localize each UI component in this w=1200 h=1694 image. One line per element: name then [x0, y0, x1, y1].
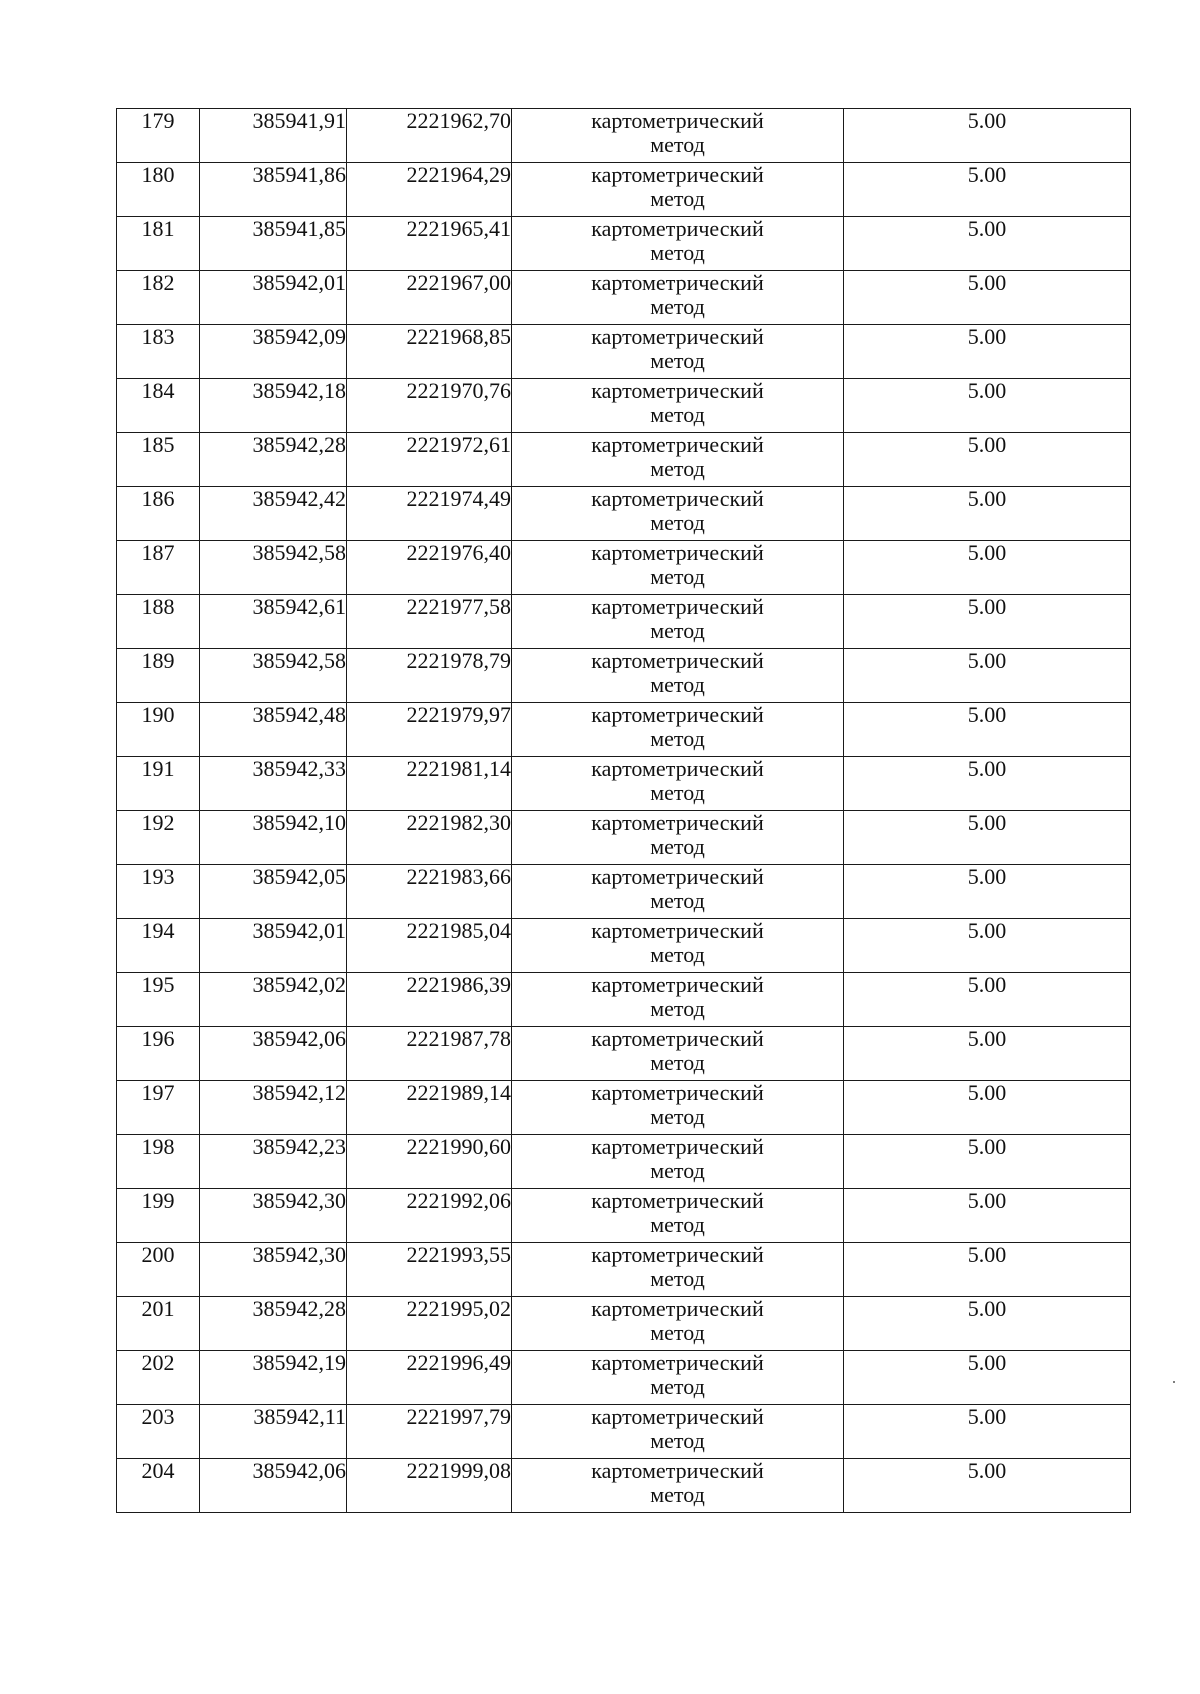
point-number-cell: 198	[117, 1135, 200, 1189]
method-cell	[512, 1351, 844, 1405]
y-coordinate-cell: 2221996,49	[347, 1351, 512, 1405]
table-row	[117, 811, 1131, 865]
method-cell	[512, 811, 844, 865]
table-row	[117, 1135, 1131, 1189]
x-coordinate-cell: 385942,12	[200, 1081, 347, 1135]
x-coordinate-cell: 385942,18	[200, 379, 347, 433]
point-number-cell: 200	[117, 1243, 200, 1297]
point-number-cell: 183	[117, 325, 200, 379]
method-line-2: метод	[650, 1158, 705, 1183]
x-coordinate-cell: 385942,01	[200, 271, 347, 325]
y-coordinate-cell: 2221977,58	[347, 595, 512, 649]
y-coordinate-cell: 2221974,49	[347, 487, 512, 541]
coordinates-table-body	[117, 109, 1131, 1513]
y-coordinate-cell: 2221999,08	[347, 1459, 512, 1513]
method-line-1: картометрический	[591, 162, 764, 187]
method-cell	[512, 1081, 844, 1135]
method-line-2: метод	[650, 294, 705, 319]
method-cell	[512, 649, 844, 703]
method-line-2: метод	[650, 942, 705, 967]
table-row	[117, 703, 1131, 757]
point-number-cell: 182	[117, 271, 200, 325]
x-coordinate-cell: 385942,23	[200, 1135, 347, 1189]
point-number-cell: 188	[117, 595, 200, 649]
accuracy-cell: 5.00	[844, 379, 1131, 433]
method-cell	[512, 217, 844, 271]
x-coordinate-cell: 385941,91	[200, 109, 347, 163]
point-number-cell: 195	[117, 973, 200, 1027]
x-coordinate-cell: 385941,85	[200, 217, 347, 271]
method-line-2: метод	[650, 456, 705, 481]
y-coordinate-cell: 2221985,04	[347, 919, 512, 973]
method-cell	[512, 541, 844, 595]
y-coordinate-cell: 2221987,78	[347, 1027, 512, 1081]
method-cell	[512, 1459, 844, 1513]
method-line-1: картометрический	[591, 972, 764, 997]
y-coordinate-cell: 2221995,02	[347, 1297, 512, 1351]
y-coordinate-cell: 2221989,14	[347, 1081, 512, 1135]
method-line-2: метод	[650, 672, 705, 697]
method-line-2: метод	[650, 1320, 705, 1345]
accuracy-cell: 5.00	[844, 541, 1131, 595]
method-line-1: картометрический	[591, 270, 764, 295]
method-cell	[512, 433, 844, 487]
accuracy-cell: 5.00	[844, 271, 1131, 325]
method-line-2: метод	[650, 186, 705, 211]
x-coordinate-cell: 385942,28	[200, 433, 347, 487]
table-row	[117, 595, 1131, 649]
method-line-1: картометрический	[591, 594, 764, 619]
table-row	[117, 1351, 1131, 1405]
table-row	[117, 973, 1131, 1027]
method-cell	[512, 973, 844, 1027]
y-coordinate-cell: 2221990,60	[347, 1135, 512, 1189]
point-number-cell: 189	[117, 649, 200, 703]
method-line-1: картометрический	[591, 1404, 764, 1429]
point-number-cell: 203	[117, 1405, 200, 1459]
method-line-2: метод	[650, 1428, 705, 1453]
x-coordinate-cell: 385942,28	[200, 1297, 347, 1351]
x-coordinate-cell: 385942,58	[200, 649, 347, 703]
accuracy-cell: 5.00	[844, 325, 1131, 379]
point-number-cell: 179	[117, 109, 200, 163]
point-number-cell: 180	[117, 163, 200, 217]
accuracy-cell: 5.00	[844, 163, 1131, 217]
method-line-1: картометрический	[591, 810, 764, 835]
accuracy-cell: 5.00	[844, 595, 1131, 649]
table-row	[117, 433, 1131, 487]
table-row	[117, 217, 1131, 271]
method-line-2: метод	[650, 132, 705, 157]
y-coordinate-cell: 2221967,00	[347, 271, 512, 325]
point-number-cell: 186	[117, 487, 200, 541]
y-coordinate-cell: 2221979,97	[347, 703, 512, 757]
method-line-1: картометрический	[591, 378, 764, 403]
point-number-cell: 181	[117, 217, 200, 271]
accuracy-cell: 5.00	[844, 1027, 1131, 1081]
method-line-1: картометрический	[591, 1026, 764, 1051]
accuracy-cell: 5.00	[844, 1297, 1131, 1351]
method-cell	[512, 865, 844, 919]
method-line-2: метод	[650, 996, 705, 1021]
method-cell	[512, 1297, 844, 1351]
table-row	[117, 1027, 1131, 1081]
table-row	[117, 1459, 1131, 1513]
method-cell	[512, 163, 844, 217]
method-cell	[512, 325, 844, 379]
x-coordinate-cell: 385942,30	[200, 1243, 347, 1297]
accuracy-cell: 5.00	[844, 433, 1131, 487]
method-line-1: картометрический	[591, 1296, 764, 1321]
method-line-1: картометрический	[591, 1134, 764, 1159]
method-line-1: картометрический	[591, 1080, 764, 1105]
accuracy-cell: 5.00	[844, 757, 1131, 811]
accuracy-cell: 5.00	[844, 217, 1131, 271]
table-row	[117, 163, 1131, 217]
x-coordinate-cell: 385942,01	[200, 919, 347, 973]
method-line-1: картометрический	[591, 108, 764, 133]
table-row	[117, 919, 1131, 973]
method-line-1: картометрический	[591, 1458, 764, 1483]
x-coordinate-cell: 385942,02	[200, 973, 347, 1027]
accuracy-cell: 5.00	[844, 649, 1131, 703]
method-cell	[512, 1135, 844, 1189]
y-coordinate-cell: 2221964,29	[347, 163, 512, 217]
point-number-cell: 187	[117, 541, 200, 595]
x-coordinate-cell: 385942,30	[200, 1189, 347, 1243]
method-cell	[512, 1405, 844, 1459]
method-line-1: картометрический	[591, 864, 764, 889]
method-cell	[512, 487, 844, 541]
method-line-2: метод	[650, 240, 705, 265]
method-line-1: картометрический	[591, 432, 764, 457]
accuracy-cell: 5.00	[844, 811, 1131, 865]
x-coordinate-cell: 385941,86	[200, 163, 347, 217]
table-row	[117, 1081, 1131, 1135]
y-coordinate-cell: 2221976,40	[347, 541, 512, 595]
y-coordinate-cell: 2221965,41	[347, 217, 512, 271]
method-line-1: картометрический	[591, 1350, 764, 1375]
table-row	[117, 649, 1131, 703]
method-cell	[512, 703, 844, 757]
method-line-2: метод	[650, 726, 705, 751]
table-row	[117, 109, 1131, 163]
point-number-cell: 184	[117, 379, 200, 433]
table-row	[117, 1297, 1131, 1351]
point-number-cell: 191	[117, 757, 200, 811]
y-coordinate-cell: 2221968,85	[347, 325, 512, 379]
point-number-cell: 192	[117, 811, 200, 865]
accuracy-cell: 5.00	[844, 1243, 1131, 1297]
x-coordinate-cell: 385942,61	[200, 595, 347, 649]
method-cell	[512, 1243, 844, 1297]
x-coordinate-cell: 385942,42	[200, 487, 347, 541]
point-number-cell: 201	[117, 1297, 200, 1351]
y-coordinate-cell: 2221993,55	[347, 1243, 512, 1297]
method-line-1: картометрический	[591, 756, 764, 781]
x-coordinate-cell: 385942,58	[200, 541, 347, 595]
x-coordinate-cell: 385942,09	[200, 325, 347, 379]
method-line-2: метод	[650, 780, 705, 805]
method-line-2: метод	[650, 564, 705, 589]
y-coordinate-cell: 2221970,76	[347, 379, 512, 433]
table-row	[117, 487, 1131, 541]
accuracy-cell: 5.00	[844, 1135, 1131, 1189]
y-coordinate-cell: 2221983,66	[347, 865, 512, 919]
method-cell	[512, 919, 844, 973]
accuracy-cell: 5.00	[844, 487, 1131, 541]
x-coordinate-cell: 385942,19	[200, 1351, 347, 1405]
x-coordinate-cell: 385942,05	[200, 865, 347, 919]
accuracy-cell: 5.00	[844, 1405, 1131, 1459]
method-cell	[512, 595, 844, 649]
y-coordinate-cell: 2221981,14	[347, 757, 512, 811]
table-row	[117, 757, 1131, 811]
point-number-cell: 204	[117, 1459, 200, 1513]
point-number-cell: 197	[117, 1081, 200, 1135]
table-row	[117, 1243, 1131, 1297]
y-coordinate-cell: 2221962,70	[347, 109, 512, 163]
accuracy-cell: 5.00	[844, 1459, 1131, 1513]
method-line-1: картометрический	[591, 702, 764, 727]
point-number-cell: 193	[117, 865, 200, 919]
point-number-cell: 202	[117, 1351, 200, 1405]
accuracy-cell: 5.00	[844, 865, 1131, 919]
method-cell	[512, 757, 844, 811]
x-coordinate-cell: 385942,48	[200, 703, 347, 757]
method-line-2: метод	[650, 1212, 705, 1237]
x-coordinate-cell: 385942,06	[200, 1027, 347, 1081]
point-number-cell: 199	[117, 1189, 200, 1243]
method-line-2: метод	[650, 888, 705, 913]
accuracy-cell: 5.00	[844, 1351, 1131, 1405]
method-cell	[512, 109, 844, 163]
method-line-1: картометрический	[591, 324, 764, 349]
method-line-1: картометрический	[591, 216, 764, 241]
x-coordinate-cell: 385942,33	[200, 757, 347, 811]
method-line-2: метод	[650, 1266, 705, 1291]
method-line-1: картометрический	[591, 1242, 764, 1267]
x-coordinate-cell: 385942,10	[200, 811, 347, 865]
table-row	[117, 1405, 1131, 1459]
y-coordinate-cell: 2221992,06	[347, 1189, 512, 1243]
coordinates-table	[116, 108, 1131, 1513]
x-coordinate-cell: 385942,06	[200, 1459, 347, 1513]
scan-speck	[1173, 1381, 1175, 1383]
method-cell	[512, 1027, 844, 1081]
table-row	[117, 379, 1131, 433]
method-line-1: картометрический	[591, 486, 764, 511]
table-row	[117, 1189, 1131, 1243]
accuracy-cell: 5.00	[844, 703, 1131, 757]
table-row	[117, 865, 1131, 919]
method-cell	[512, 379, 844, 433]
y-coordinate-cell: 2221986,39	[347, 973, 512, 1027]
point-number-cell: 194	[117, 919, 200, 973]
y-coordinate-cell: 2221982,30	[347, 811, 512, 865]
method-line-2: метод	[650, 1374, 705, 1399]
method-line-2: метод	[650, 618, 705, 643]
table-row	[117, 541, 1131, 595]
method-line-1: картометрический	[591, 1188, 764, 1213]
y-coordinate-cell: 2221997,79	[347, 1405, 512, 1459]
point-number-cell: 190	[117, 703, 200, 757]
method-cell	[512, 271, 844, 325]
method-cell	[512, 1189, 844, 1243]
accuracy-cell: 5.00	[844, 973, 1131, 1027]
method-line-2: метод	[650, 834, 705, 859]
table-row	[117, 325, 1131, 379]
table-row	[117, 271, 1131, 325]
method-line-2: метод	[650, 1482, 705, 1507]
point-number-cell: 185	[117, 433, 200, 487]
x-coordinate-cell: 385942,11	[200, 1405, 347, 1459]
y-coordinate-cell: 2221978,79	[347, 649, 512, 703]
accuracy-cell: 5.00	[844, 919, 1131, 973]
method-line-2: метод	[650, 348, 705, 373]
method-line-2: метод	[650, 1050, 705, 1075]
point-number-cell: 196	[117, 1027, 200, 1081]
method-line-2: метод	[650, 402, 705, 427]
method-line-1: картометрический	[591, 918, 764, 943]
accuracy-cell: 5.00	[844, 1081, 1131, 1135]
method-line-1: картометрический	[591, 648, 764, 673]
accuracy-cell: 5.00	[844, 1189, 1131, 1243]
method-line-2: метод	[650, 510, 705, 535]
method-line-2: метод	[650, 1104, 705, 1129]
method-line-1: картометрический	[591, 540, 764, 565]
y-coordinate-cell: 2221972,61	[347, 433, 512, 487]
accuracy-cell: 5.00	[844, 109, 1131, 163]
